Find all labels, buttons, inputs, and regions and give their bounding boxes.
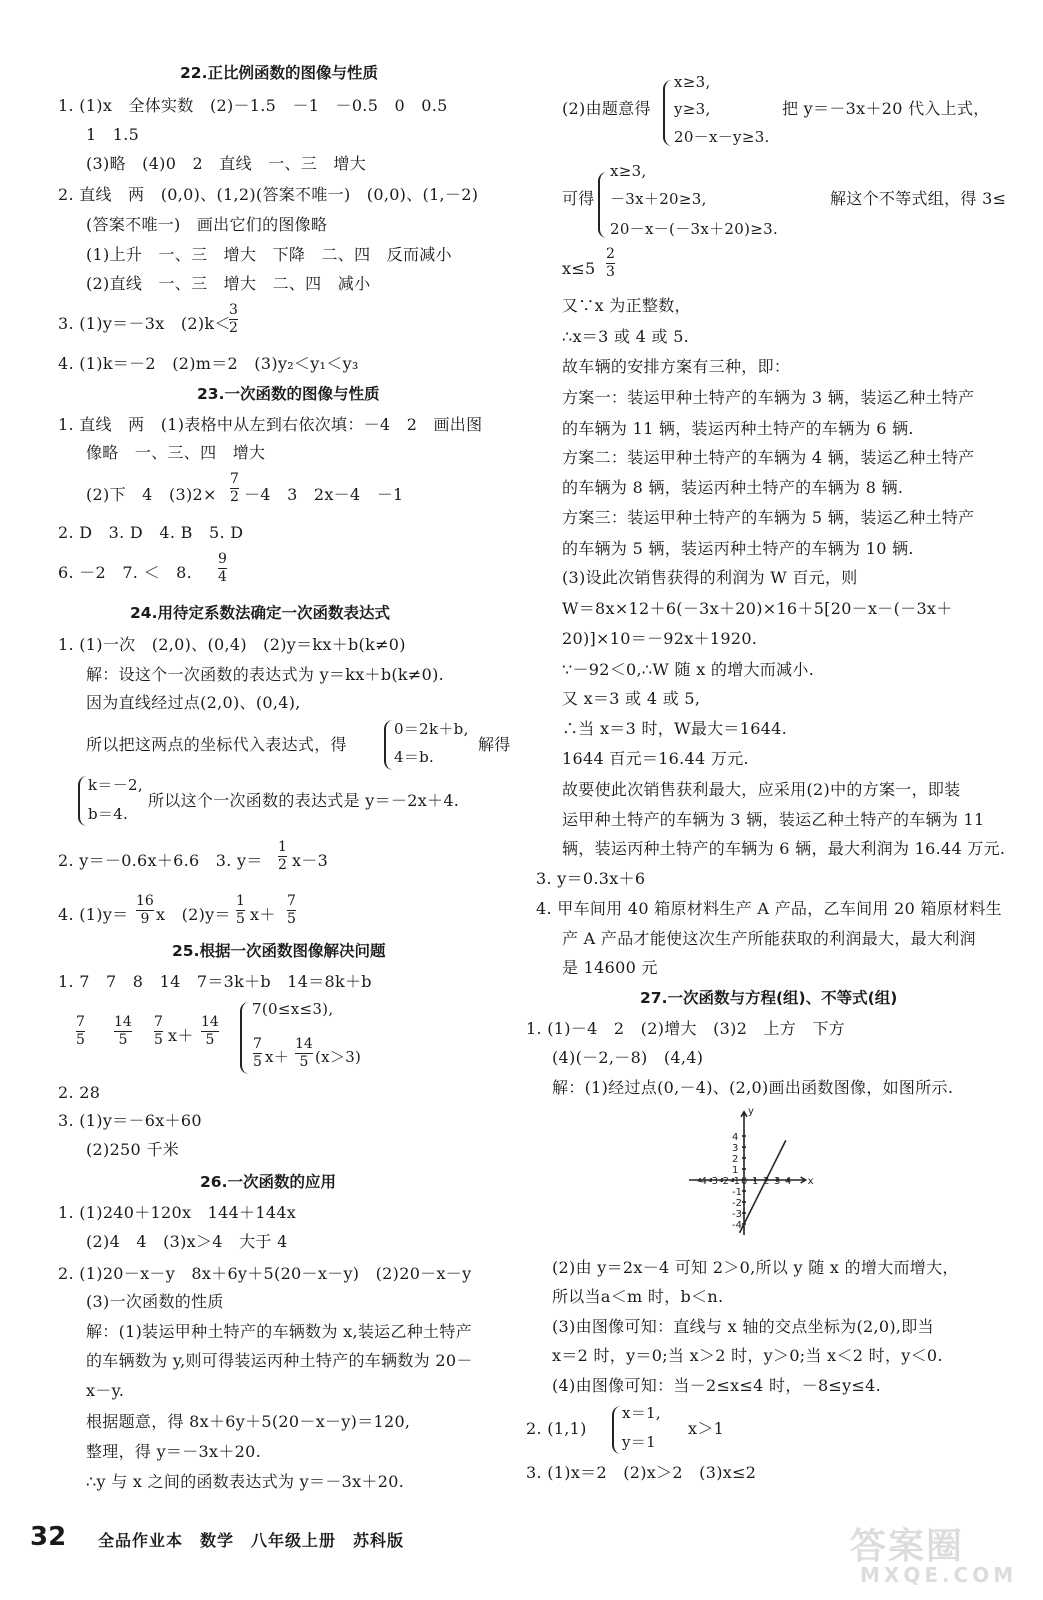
system-brace [598, 172, 608, 238]
section-title-25: 25.根据一次函数图像解决问题 [172, 942, 386, 960]
piecewise-line-2a: x＋ [265, 1048, 290, 1066]
system-eq-2: b＝4. [88, 805, 129, 823]
s25-expr: x＋ [168, 1026, 194, 1045]
s23-line-3b: －4 3 2x－4 －1 [244, 485, 404, 504]
s24-line-2: 解：设这个一次函数的表达式为 y＝kx＋b(k≠0). [86, 665, 445, 684]
section-title-24: 24.用待定系数法确定一次函数表达式 [130, 604, 390, 622]
fraction: 7 2 [230, 471, 239, 505]
r-line-25: 产 A 产品才能使这次生产所能获取的利润最大，最大利润 [562, 929, 976, 948]
system-eq-1: x≥3, [674, 73, 711, 91]
y-axis-label: y [748, 1106, 754, 1117]
system-eq-2: y＝1 [622, 1433, 656, 1451]
s23-line-2: 像略 一、三、四 增大 [86, 443, 266, 462]
x-tick-label: -2 [719, 1176, 729, 1187]
watermark-url: MXQE.COM [860, 1563, 1018, 1587]
r-line-32: (3)由图像可知：直线与 x 轴的交点坐标为(2,0),即当 [552, 1317, 934, 1336]
s24-line-4b: 解得 [478, 735, 511, 754]
system-brace [78, 776, 88, 826]
r-line-31: 所以当a＜m 时，b＜n. [552, 1287, 724, 1306]
book-title: 全品作业本 数学 八年级上册 苏科版 [98, 1531, 405, 1550]
r-line-7: 方案一：装运甲种土特产的车辆为 3 辆，装运乙种土特产 [562, 388, 975, 407]
y-tick-label: 2 [732, 1154, 739, 1165]
s24-line-7b: x (2)y＝ [156, 905, 231, 924]
system-eq-2: y≥3, [674, 100, 711, 118]
s22-line-2: 1 1.5 [86, 125, 140, 144]
r-line-20: 故要使此次销售获利最大，应采用(2)中的方案一，即装 [562, 780, 961, 799]
s24-line-7c: x＋ [250, 905, 276, 924]
r-line-24: 4. 甲车间用 40 箱原材料生产 A 产品，乙车间用 20 箱原材料生 [536, 899, 1002, 918]
s25-line-1: 1. 7 7 8 14 7＝3k＋b 14＝8k＋b [58, 972, 372, 991]
r-line-27: 1. (1)－4 2 (2)增大 (3)2 上方 下方 [526, 1019, 845, 1038]
s23-line-4: 2. D 3. D 4. B 5. D [58, 523, 244, 542]
r-line-17: 又 x＝3 或 4 或 5, [562, 689, 701, 708]
r-line-9: 方案二：装运甲种土特产的车辆为 4 辆，装运乙种土特产 [562, 448, 975, 467]
y-tick-label: 1 [732, 1165, 739, 1176]
s22-line-3: (3)略 (4)0 2 直线 一、三 增大 [86, 154, 366, 173]
r-line-16: ∵－92＜0,∴W 随 x 的增大而减小. [562, 660, 815, 679]
r-line-33: x＝2 时，y＝0;当 x＞2 时，y＞0;当 x＜2 时，y＜0. [552, 1346, 943, 1365]
s26-line-7: x－y. [86, 1381, 125, 1400]
y-tick-label: -1 [732, 1187, 742, 1198]
watermark [810, 1518, 1030, 1588]
r-line-36: 3. (1)x＝2 (2)x＞2 (3)x≤2 [526, 1463, 757, 1482]
system-eq-3: 20－x－y≥3. [674, 128, 770, 146]
s26-line-8: 根据题意，得 8x＋6y＋5(20－x－y)＝120, [86, 1412, 411, 1431]
s24-line-7a: 4. (1)y＝ [58, 905, 129, 924]
r-line-15: 20)]×10＝－92x＋1920. [562, 629, 758, 648]
s26-line-10: ∴y 与 x 之间的函数表达式为 y＝－3x＋20. [86, 1472, 405, 1491]
r-line-23: 3. y＝0.3x＋6 [536, 869, 646, 888]
r-line-19: 1644 百元＝16.44 万元. [562, 749, 749, 768]
s26-line-3: 2. (1)20－x－y 8x＋6y＋5(20－x－y) (2)20－x－y [58, 1264, 472, 1283]
x-tick-label: 0 [741, 1176, 748, 1187]
section-title-27: 27.一次函数与方程(组)、不等式(组) [640, 989, 898, 1007]
r-line-2b: 解这个不等式组，得 3≤ [830, 189, 1007, 208]
system-eq-2: －3x＋20≥3, [610, 190, 707, 208]
r-line-30: (2)由 y＝2x－4 可知 2＞0,所以 y 随 x 的增大而增大， [552, 1258, 959, 1277]
y-tick-label: 3 [732, 1143, 739, 1154]
system-eq-3: 20－x－(－3x＋20)≥3. [610, 220, 779, 238]
s23-line-5: 6. －2 7. ＜ 8. [58, 563, 193, 582]
r-line-14: W＝8x×12＋6(－3x＋20)×16＋5[20－x－(－3x＋ [562, 599, 953, 618]
s23-line-3a: (2)下 4 (3)2× [86, 485, 217, 504]
r-line-10: 的车辆为 8 辆，装运丙种土特产的车辆为 8 辆. [562, 478, 904, 497]
r-line-4: 又∵x 为正整数， [562, 296, 691, 315]
s22-line-5: (答案不唯一) 画出它们的图像略 [86, 215, 328, 234]
system-brace [384, 720, 394, 770]
s25-line-4: 3. (1)y＝－6x＋60 [58, 1111, 202, 1130]
r-line-2a: 可得 [562, 189, 595, 208]
fraction: 9 4 [218, 551, 227, 585]
fraction: 3 2 [229, 302, 238, 336]
s26-line-4: (3)一次函数的性质 [86, 1292, 224, 1311]
fraction: 14 5 [201, 1014, 219, 1048]
section-title-23: 23.一次函数的图像与性质 [197, 385, 380, 403]
r-line-35a: 2. (1,1) [526, 1419, 587, 1438]
s24-line-5: 所以这个一次函数的表达式是 y＝－2x＋4. [148, 791, 460, 810]
r-line-28: (4)(－2,－8) (4,4) [552, 1048, 704, 1067]
s25-line-3: 2. 28 [58, 1083, 101, 1102]
y-tick-label: -2 [732, 1198, 742, 1209]
s22-line-8: 3. (1)y＝－3x (2)k＜ [58, 314, 231, 333]
fraction: 2 3 [606, 246, 615, 280]
fraction: 7 5 [287, 893, 296, 927]
r-line-13: (3)设此次销售获得的利润为 W 百元，则 [562, 568, 858, 587]
fraction: 1 2 [278, 839, 287, 873]
s22-line-9: 4. (1)k＝－2 (2)m＝2 (3)y₂＜y₁＜y₃ [58, 354, 359, 373]
s22-line-1: 1. (1)x 全体实数 (2)－1.5 －1 －0.5 0 0.5 [58, 96, 448, 115]
s22-line-4: 2. 直线 两 (0,0)、(1,2)(答案不唯一) (0,0)、(1,－2) [58, 185, 479, 204]
r-line-29: 解：(1)经过点(0,－4)、(2,0)画出函数图像，如图所示. [552, 1078, 954, 1097]
system-brace [663, 80, 673, 146]
fraction: 7 5 [154, 1014, 163, 1048]
r-line-3: x≤5 [562, 259, 596, 278]
s22-line-6: (1)上升 一、三 增大 下降 二、四 反而减小 [86, 245, 452, 264]
s24-line-6a: 2. y＝－0.6x＋6.6 3. y＝ [58, 851, 263, 870]
s26-line-9: 整理，得 y＝－3x＋20. [86, 1442, 261, 1461]
x-tick-label: 3 [774, 1176, 781, 1187]
fraction: 7 5 [253, 1036, 262, 1070]
page-number: 32 [30, 1522, 67, 1552]
s24-line-4a: 所以把这两点的坐标代入表达式，得 [86, 735, 347, 754]
system-brace [612, 1406, 622, 1454]
section-title-22: 22.正比例函数的图像与性质 [180, 64, 378, 82]
system-eq-2: 4＝b. [394, 748, 435, 766]
s24-line-1: 1. (1)一次 (2,0)、(0,4) (2)y＝kx＋b(k≠0) [58, 635, 406, 654]
x-tick-label: -1 [730, 1176, 740, 1187]
s26-line-5: 解：(1)装运甲种土特产的车辆数为 x,装运乙种土特产 [86, 1322, 472, 1341]
piecewise-line-2b: (x＞3) [315, 1048, 362, 1066]
system-eq-1: k＝－2, [88, 776, 143, 794]
function-graph [672, 1104, 832, 1244]
r-line-26: 是 14600 元 [562, 958, 658, 977]
r-line-35b: x＞1 [688, 1419, 725, 1438]
y-tick-label: -3 [732, 1209, 742, 1220]
s24-line-6b: x－3 [292, 851, 329, 870]
r-line-1b: 把 y＝－3x＋20 代入上式， [782, 99, 990, 118]
watermark-logo: 答案圈 [850, 1526, 965, 1567]
r-line-11: 方案三：装运甲种土特产的车辆为 5 辆，装运乙种土特产 [562, 508, 975, 527]
r-line-6: 故车辆的安排方案有三种，即： [562, 357, 791, 376]
system-eq-1: x＝1, [622, 1404, 661, 1422]
s26-line-6: 的车辆数为 y,则可得装运丙种土特产的车辆数为 20－ [86, 1351, 473, 1370]
r-line-18: ∴当 x＝3 时，W最大＝1644. [562, 719, 788, 738]
s22-line-7: (2)直线 一、三 增大 二、四 减小 [86, 274, 371, 293]
y-tick-label: -4 [732, 1220, 742, 1231]
x-tick-label: 4 [785, 1176, 792, 1187]
x-tick-label: -3 [708, 1176, 718, 1187]
s26-line-2: (2)4 4 (3)x＞4 大于 4 [86, 1232, 288, 1251]
fraction: 14 5 [295, 1036, 313, 1070]
r-line-8: 的车辆为 11 辆，装运丙种土特产的车辆为 6 辆. [562, 419, 914, 438]
x-axis-label: x [807, 1176, 814, 1187]
r-line-1a: (2)由题意得 [562, 99, 651, 118]
system-eq-1: x≥3, [610, 162, 647, 180]
fraction: 1 5 [236, 893, 245, 927]
r-line-21: 运甲种土特产的车辆为 3 辆，装运乙种土特产的车辆为 11 [562, 810, 985, 829]
fraction: 16 9 [136, 893, 154, 927]
system-eq-1: 0＝2k＋b, [394, 720, 469, 738]
r-line-5: ∴x＝3 或 4 或 5. [562, 327, 690, 346]
y-tick-label: 4 [732, 1132, 739, 1143]
x-tick-label: 1 [752, 1176, 759, 1187]
s23-line-1: 1. 直线 两 (1)表格中从左到右依次填：－4 2 画出图 [58, 415, 483, 434]
s25-line-5: (2)250 千米 [86, 1140, 179, 1159]
r-line-34: (4)由图像可知：当－2≤x≤4 时，－8≤y≤4. [552, 1376, 882, 1395]
fraction: 7 5 [76, 1014, 85, 1048]
x-tick-label: 2 [763, 1176, 770, 1187]
s26-line-1: 1. (1)240＋120x 144＋144x [58, 1203, 297, 1222]
section-title-26: 26.一次函数的应用 [200, 1173, 336, 1191]
piecewise-line-1: 7(0≤x≤3), [252, 1000, 334, 1018]
s24-line-3: 因为直线经过点(2,0)、(0,4), [86, 693, 301, 712]
x-tick-label: -4 [697, 1176, 707, 1187]
piecewise-brace [240, 1002, 250, 1074]
fraction: 14 5 [114, 1014, 132, 1048]
r-line-22: 辆，装运丙种土特产的车辆为 6 辆，最大利润为 16.44 万元. [562, 839, 1006, 858]
r-line-12: 的车辆为 5 辆，装运丙种土特产的车辆为 10 辆. [562, 539, 914, 558]
page-footer [0, 1518, 1043, 1587]
